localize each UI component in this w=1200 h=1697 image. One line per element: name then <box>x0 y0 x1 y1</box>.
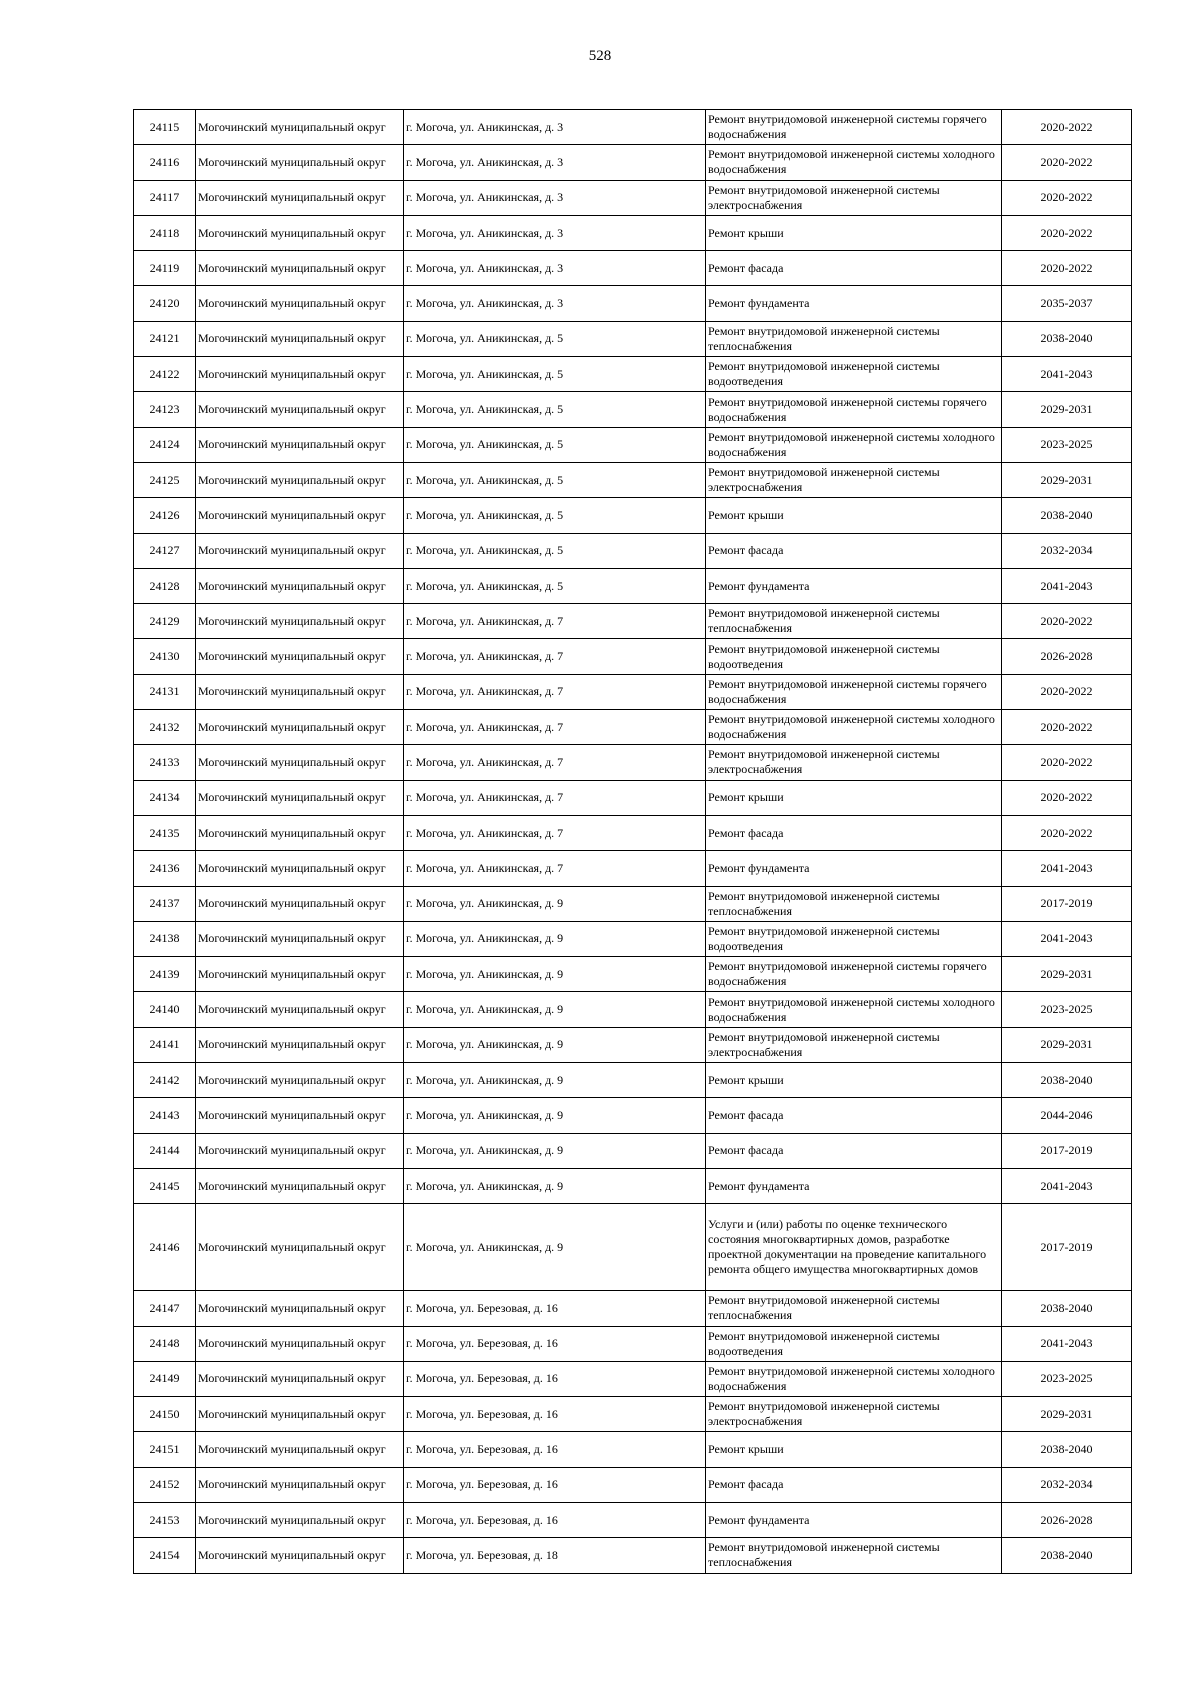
work-type-cell: Услуги и (или) работы по оценке технического состояния многоквартирных домов, разработке проектной документации на проведение капитального ремонта общего имущества многоквартирных домов <box>706 1204 1002 1291</box>
work-type-cell: Ремонт фасада <box>706 533 1002 568</box>
district-cell: Могочинский муниципальный округ <box>196 1538 404 1573</box>
address-cell: г. Могоча, ул. Аникинская, д. 7 <box>404 604 706 639</box>
row-number-cell: 24146 <box>134 1204 196 1291</box>
row-number-cell: 24147 <box>134 1291 196 1326</box>
address-cell: г. Могоча, ул. Аникинская, д. 5 <box>404 427 706 462</box>
period-cell: 2038-2040 <box>1002 1538 1132 1573</box>
row-number-cell: 24126 <box>134 498 196 533</box>
table-row <box>134 815 1132 850</box>
district-cell: Могочинский муниципальный округ <box>196 710 404 745</box>
address-cell: г. Могоча, ул. Аникинская, д. 3 <box>404 215 706 250</box>
row-number-cell: 24119 <box>134 251 196 286</box>
district-cell: Могочинский муниципальный округ <box>196 604 404 639</box>
address-cell: г. Могоча, ул. Березовая, д. 16 <box>404 1432 706 1467</box>
period-cell: 2026-2028 <box>1002 639 1132 674</box>
district-cell: Могочинский муниципальный округ <box>196 1502 404 1537</box>
address-cell: г. Могоча, ул. Аникинская, д. 3 <box>404 145 706 180</box>
table-row <box>134 533 1132 568</box>
row-number-cell: 24137 <box>134 886 196 921</box>
period-cell: 2029-2031 <box>1002 1397 1132 1432</box>
row-number-cell: 24121 <box>134 321 196 356</box>
period-cell: 2044-2046 <box>1002 1098 1132 1133</box>
period-cell: 2029-2031 <box>1002 1027 1132 1062</box>
row-number-cell: 24154 <box>134 1538 196 1573</box>
work-type-cell: Ремонт крыши <box>706 215 1002 250</box>
period-cell: 2017-2019 <box>1002 1204 1132 1291</box>
row-number-cell: 24143 <box>134 1098 196 1133</box>
table-row <box>134 1168 1132 1203</box>
period-cell: 2041-2043 <box>1002 1168 1132 1203</box>
work-type-cell: Ремонт внутридомовой инженерной системы электроснабжения <box>706 1397 1002 1432</box>
row-number-cell: 24124 <box>134 427 196 462</box>
work-type-cell: Ремонт фундамента <box>706 568 1002 603</box>
work-type-cell: Ремонт внутридомовой инженерной системы теплоснабжения <box>706 604 1002 639</box>
work-type-cell: Ремонт внутридомовой инженерной системы электроснабжения <box>706 462 1002 497</box>
row-number-cell: 24139 <box>134 957 196 992</box>
work-type-cell: Ремонт крыши <box>706 498 1002 533</box>
work-type-cell: Ремонт внутридомовой инженерной системы водоотведения <box>706 639 1002 674</box>
district-cell: Могочинский муниципальный округ <box>196 533 404 568</box>
period-cell: 2029-2031 <box>1002 957 1132 992</box>
period-cell: 2038-2040 <box>1002 321 1132 356</box>
district-cell: Могочинский муниципальный округ <box>196 780 404 815</box>
work-type-cell: Ремонт внутридомовой инженерной системы теплоснабжения <box>706 1291 1002 1326</box>
address-cell: г. Могоча, ул. Аникинская, д. 5 <box>404 568 706 603</box>
row-number-cell: 24135 <box>134 815 196 850</box>
work-type-cell: Ремонт крыши <box>706 780 1002 815</box>
address-cell: г. Могоча, ул. Аникинская, д. 5 <box>404 392 706 427</box>
row-number-cell: 24127 <box>134 533 196 568</box>
address-cell: г. Могоча, ул. Аникинская, д. 3 <box>404 286 706 321</box>
district-cell: Могочинский муниципальный округ <box>196 462 404 497</box>
period-cell: 2020-2022 <box>1002 180 1132 215</box>
work-type-cell: Ремонт внутридомовой инженерной системы горячего водоснабжения <box>706 957 1002 992</box>
row-number-cell: 24145 <box>134 1168 196 1203</box>
district-cell: Могочинский муниципальный округ <box>196 886 404 921</box>
row-number-cell: 24132 <box>134 710 196 745</box>
work-type-cell: Ремонт внутридомовой инженерной системы горячего водоснабжения <box>706 674 1002 709</box>
row-number-cell: 24142 <box>134 1063 196 1098</box>
table-row <box>134 1397 1132 1432</box>
period-cell: 2029-2031 <box>1002 392 1132 427</box>
period-cell: 2020-2022 <box>1002 251 1132 286</box>
row-number-cell: 24118 <box>134 215 196 250</box>
address-cell: г. Могоча, ул. Аникинская, д. 9 <box>404 1168 706 1203</box>
district-cell: Могочинский муниципальный округ <box>196 674 404 709</box>
address-cell: г. Могоча, ул. Аникинская, д. 9 <box>404 957 706 992</box>
address-cell: г. Могоча, ул. Аникинская, д. 9 <box>404 1027 706 1062</box>
work-type-cell: Ремонт внутридомовой инженерной системы теплоснабжения <box>706 1538 1002 1573</box>
row-number-cell: 24117 <box>134 180 196 215</box>
period-cell: 2026-2028 <box>1002 1502 1132 1537</box>
work-type-cell: Ремонт фасада <box>706 1133 1002 1168</box>
district-cell: Могочинский муниципальный округ <box>196 498 404 533</box>
table-row <box>134 957 1132 992</box>
address-cell: г. Могоча, ул. Аникинская, д. 3 <box>404 251 706 286</box>
district-cell: Могочинский муниципальный округ <box>196 392 404 427</box>
work-type-cell: Ремонт фасада <box>706 1098 1002 1133</box>
work-type-cell: Ремонт внутридомовой инженерной системы холодного водоснабжения <box>706 427 1002 462</box>
district-cell: Могочинский муниципальный округ <box>196 1204 404 1291</box>
period-cell: 2020-2022 <box>1002 745 1132 780</box>
period-cell: 2032-2034 <box>1002 1467 1132 1502</box>
period-cell: 2020-2022 <box>1002 815 1132 850</box>
period-cell: 2041-2043 <box>1002 357 1132 392</box>
work-type-cell: Ремонт внутридомовой инженерной системы холодного водоснабжения <box>706 992 1002 1027</box>
work-type-cell: Ремонт внутридомовой инженерной системы холодного водоснабжения <box>706 710 1002 745</box>
address-cell: г. Могоча, ул. Аникинская, д. 7 <box>404 815 706 850</box>
address-cell: г. Могоча, ул. Аникинская, д. 3 <box>404 180 706 215</box>
table-row <box>134 1502 1132 1537</box>
period-cell: 2041-2043 <box>1002 568 1132 603</box>
district-cell: Могочинский муниципальный округ <box>196 251 404 286</box>
district-cell: Могочинский муниципальный округ <box>196 1432 404 1467</box>
period-cell: 2020-2022 <box>1002 145 1132 180</box>
period-cell: 2041-2043 <box>1002 851 1132 886</box>
work-type-cell: Ремонт фасада <box>706 815 1002 850</box>
district-cell: Могочинский муниципальный округ <box>196 1133 404 1168</box>
address-cell: г. Могоча, ул. Аникинская, д. 7 <box>404 674 706 709</box>
district-cell: Могочинский муниципальный округ <box>196 1326 404 1361</box>
period-cell: 2029-2031 <box>1002 462 1132 497</box>
address-cell: г. Могоча, ул. Аникинская, д. 5 <box>404 498 706 533</box>
row-number-cell: 24123 <box>134 392 196 427</box>
page-number: 528 <box>588 48 612 64</box>
row-number-cell: 24128 <box>134 568 196 603</box>
table-row <box>134 462 1132 497</box>
table-row <box>134 992 1132 1027</box>
work-type-cell: Ремонт внутридомовой инженерной системы теплоснабжения <box>706 886 1002 921</box>
district-cell: Могочинский муниципальный округ <box>196 992 404 1027</box>
row-number-cell: 24138 <box>134 921 196 956</box>
work-type-cell: Ремонт внутридомовой инженерной системы горячего водоснабжения <box>706 392 1002 427</box>
row-number-cell: 24144 <box>134 1133 196 1168</box>
row-number-cell: 24133 <box>134 745 196 780</box>
address-cell: г. Могоча, ул. Аникинская, д. 7 <box>404 745 706 780</box>
period-cell: 2032-2034 <box>1002 533 1132 568</box>
address-cell: г. Могоча, ул. Аникинская, д. 3 <box>404 110 706 145</box>
period-cell: 2041-2043 <box>1002 921 1132 956</box>
address-cell: г. Могоча, ул. Аникинская, д. 7 <box>404 780 706 815</box>
work-type-cell: Ремонт крыши <box>706 1432 1002 1467</box>
work-type-cell: Ремонт внутридомовой инженерной системы холодного водоснабжения <box>706 1361 1002 1396</box>
work-type-cell: Ремонт внутридомовой инженерной системы теплоснабжения <box>706 321 1002 356</box>
district-cell: Могочинский муниципальный округ <box>196 357 404 392</box>
row-number-cell: 24116 <box>134 145 196 180</box>
row-number-cell: 24152 <box>134 1467 196 1502</box>
district-cell: Могочинский муниципальный округ <box>196 568 404 603</box>
period-cell: 2023-2025 <box>1002 1361 1132 1396</box>
district-cell: Могочинский муниципальный округ <box>196 215 404 250</box>
address-cell: г. Могоча, ул. Аникинская, д. 9 <box>404 921 706 956</box>
table-row <box>134 745 1132 780</box>
period-cell: 2038-2040 <box>1002 1291 1132 1326</box>
address-cell: г. Могоча, ул. Аникинская, д. 7 <box>404 639 706 674</box>
period-cell: 2020-2022 <box>1002 215 1132 250</box>
period-cell: 2038-2040 <box>1002 1432 1132 1467</box>
row-number-cell: 24140 <box>134 992 196 1027</box>
row-number-cell: 24141 <box>134 1027 196 1062</box>
district-cell: Могочинский муниципальный округ <box>196 427 404 462</box>
address-cell: г. Могоча, ул. Березовая, д. 16 <box>404 1467 706 1502</box>
row-number-cell: 24148 <box>134 1326 196 1361</box>
table-row <box>134 639 1132 674</box>
table-row <box>134 1291 1132 1326</box>
district-cell: Могочинский муниципальный округ <box>196 1098 404 1133</box>
row-number-cell: 24130 <box>134 639 196 674</box>
period-cell: 2038-2040 <box>1002 1063 1132 1098</box>
address-cell: г. Могоча, ул. Аникинская, д. 5 <box>404 462 706 497</box>
table-row <box>134 886 1132 921</box>
table-row <box>134 851 1132 886</box>
period-cell: 2020-2022 <box>1002 110 1132 145</box>
district-cell: Могочинский муниципальный округ <box>196 1027 404 1062</box>
table-row <box>134 427 1132 462</box>
work-type-cell: Ремонт крыши <box>706 1063 1002 1098</box>
address-cell: г. Могоча, ул. Березовая, д. 16 <box>404 1397 706 1432</box>
table-row <box>134 1133 1132 1168</box>
table-row <box>134 1326 1132 1361</box>
period-cell: 2020-2022 <box>1002 710 1132 745</box>
table-row <box>134 180 1132 215</box>
work-type-cell: Ремонт внутридомовой инженерной системы электроснабжения <box>706 745 1002 780</box>
work-type-cell: Ремонт фундамента <box>706 1168 1002 1203</box>
period-cell: 2017-2019 <box>1002 886 1132 921</box>
row-number-cell: 24120 <box>134 286 196 321</box>
address-cell: г. Могоча, ул. Аникинская, д. 9 <box>404 1133 706 1168</box>
address-cell: г. Могоча, ул. Березовая, д. 16 <box>404 1291 706 1326</box>
period-cell: 2023-2025 <box>1002 427 1132 462</box>
table-row <box>134 392 1132 427</box>
row-number-cell: 24151 <box>134 1432 196 1467</box>
table-row <box>134 1538 1132 1573</box>
work-type-cell: Ремонт внутридомовой инженерной системы водоотведения <box>706 921 1002 956</box>
table-row <box>134 321 1132 356</box>
district-cell: Могочинский муниципальный округ <box>196 1361 404 1396</box>
table-row <box>134 498 1132 533</box>
district-cell: Могочинский муниципальный округ <box>196 110 404 145</box>
address-cell: г. Могоча, ул. Аникинская, д. 7 <box>404 710 706 745</box>
district-cell: Могочинский муниципальный округ <box>196 145 404 180</box>
work-type-cell: Ремонт фундамента <box>706 1502 1002 1537</box>
district-cell: Могочинский муниципальный округ <box>196 1397 404 1432</box>
table-row <box>134 921 1132 956</box>
district-cell: Могочинский муниципальный округ <box>196 321 404 356</box>
district-cell: Могочинский муниципальный округ <box>196 1063 404 1098</box>
period-cell: 2023-2025 <box>1002 992 1132 1027</box>
district-cell: Могочинский муниципальный округ <box>196 1291 404 1326</box>
table-row <box>134 145 1132 180</box>
table-row <box>134 110 1132 145</box>
row-number-cell: 24153 <box>134 1502 196 1537</box>
table-row <box>134 780 1132 815</box>
address-cell: г. Могоча, ул. Аникинская, д. 5 <box>404 321 706 356</box>
work-type-cell: Ремонт фундамента <box>706 286 1002 321</box>
table-row <box>134 1432 1132 1467</box>
address-cell: г. Могоча, ул. Аникинская, д. 9 <box>404 1063 706 1098</box>
work-type-cell: Ремонт внутридомовой инженерной системы холодного водоснабжения <box>706 145 1002 180</box>
table-row <box>134 1467 1132 1502</box>
address-cell: г. Могоча, ул. Березовая, д. 18 <box>404 1538 706 1573</box>
row-number-cell: 24122 <box>134 357 196 392</box>
work-type-cell: Ремонт фасада <box>706 251 1002 286</box>
period-cell: 2020-2022 <box>1002 604 1132 639</box>
work-type-cell: Ремонт фасада <box>706 1467 1002 1502</box>
address-cell: г. Могоча, ул. Березовая, д. 16 <box>404 1326 706 1361</box>
address-cell: г. Могоча, ул. Аникинская, д. 7 <box>404 851 706 886</box>
table-row <box>134 251 1132 286</box>
row-number-cell: 24149 <box>134 1361 196 1396</box>
address-cell: г. Могоча, ул. Аникинская, д. 5 <box>404 357 706 392</box>
row-number-cell: 24136 <box>134 851 196 886</box>
address-cell: г. Могоча, ул. Аникинская, д. 9 <box>404 886 706 921</box>
table-row <box>134 1063 1132 1098</box>
table-row <box>134 674 1132 709</box>
period-cell: 2041-2043 <box>1002 1326 1132 1361</box>
district-cell: Могочинский муниципальный округ <box>196 1467 404 1502</box>
district-cell: Могочинский муниципальный округ <box>196 851 404 886</box>
address-cell: г. Могоча, ул. Аникинская, д. 5 <box>404 533 706 568</box>
row-number-cell: 24150 <box>134 1397 196 1432</box>
address-cell: г. Могоча, ул. Аникинская, д. 9 <box>404 1098 706 1133</box>
table-row <box>134 357 1132 392</box>
district-cell: Могочинский муниципальный округ <box>196 286 404 321</box>
work-type-cell: Ремонт внутридомовой инженерной системы электроснабжения <box>706 180 1002 215</box>
table-row <box>134 1204 1132 1291</box>
table-row <box>134 1027 1132 1062</box>
district-cell: Могочинский муниципальный округ <box>196 1168 404 1203</box>
table-row <box>134 1361 1132 1396</box>
table-row <box>134 1098 1132 1133</box>
period-cell: 2017-2019 <box>1002 1133 1132 1168</box>
table-row <box>134 604 1132 639</box>
district-cell: Могочинский муниципальный округ <box>196 180 404 215</box>
repair-schedule-table <box>133 109 1132 1574</box>
district-cell: Могочинский муниципальный округ <box>196 815 404 850</box>
address-cell: г. Могоча, ул. Березовая, д. 16 <box>404 1361 706 1396</box>
district-cell: Могочинский муниципальный округ <box>196 639 404 674</box>
row-number-cell: 24129 <box>134 604 196 639</box>
address-cell: г. Могоча, ул. Аникинская, д. 9 <box>404 1204 706 1291</box>
district-cell: Могочинский муниципальный округ <box>196 957 404 992</box>
table-row <box>134 710 1132 745</box>
period-cell: 2038-2040 <box>1002 498 1132 533</box>
work-type-cell: Ремонт внутридомовой инженерной системы электроснабжения <box>706 1027 1002 1062</box>
period-cell: 2035-2037 <box>1002 286 1132 321</box>
work-type-cell: Ремонт внутридомовой инженерной системы водоотведения <box>706 357 1002 392</box>
table-row <box>134 568 1132 603</box>
district-cell: Могочинский муниципальный округ <box>196 921 404 956</box>
row-number-cell: 24131 <box>134 674 196 709</box>
period-cell: 2020-2022 <box>1002 780 1132 815</box>
table-body <box>134 110 1132 1574</box>
table-row <box>134 215 1132 250</box>
work-type-cell: Ремонт внутридомовой инженерной системы водоотведения <box>706 1326 1002 1361</box>
row-number-cell: 24134 <box>134 780 196 815</box>
row-number-cell: 24125 <box>134 462 196 497</box>
address-cell: г. Могоча, ул. Березовая, д. 16 <box>404 1502 706 1537</box>
table-row <box>134 286 1132 321</box>
period-cell: 2020-2022 <box>1002 674 1132 709</box>
district-cell: Могочинский муниципальный округ <box>196 745 404 780</box>
address-cell: г. Могоча, ул. Аникинская, д. 9 <box>404 992 706 1027</box>
work-type-cell: Ремонт внутридомовой инженерной системы горячего водоснабжения <box>706 110 1002 145</box>
row-number-cell: 24115 <box>134 110 196 145</box>
work-type-cell: Ремонт фундамента <box>706 851 1002 886</box>
